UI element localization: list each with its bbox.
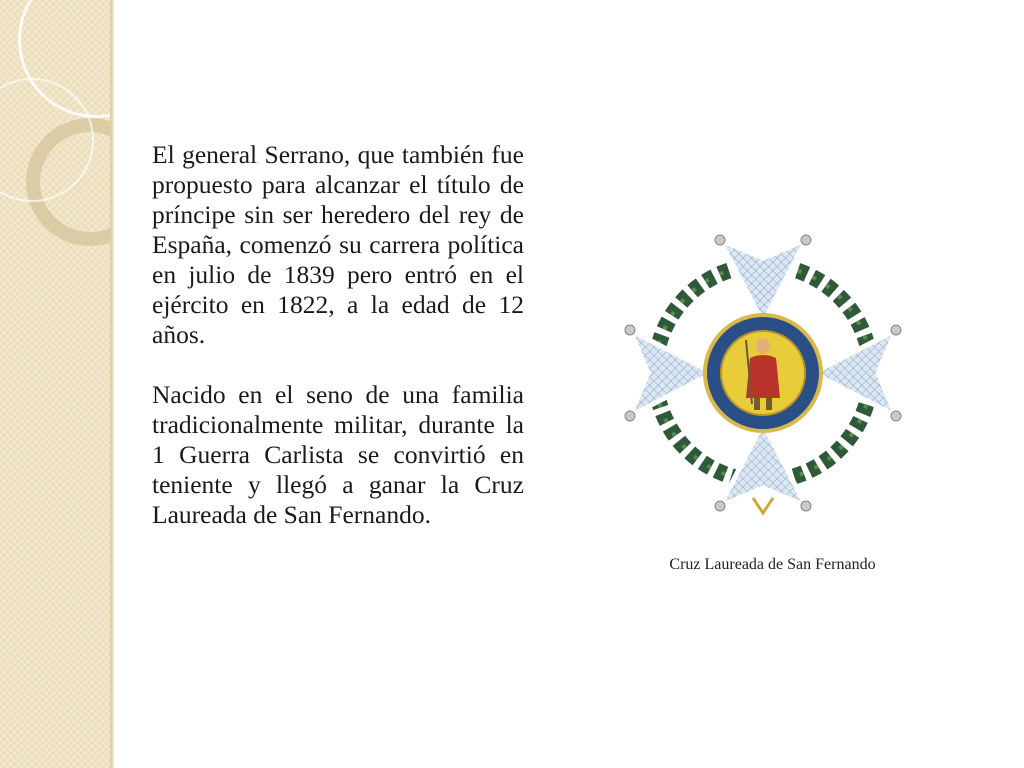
decorative-side-band <box>0 0 110 768</box>
body-text <box>152 140 524 560</box>
image-caption: Cruz Laureada de San Fernando <box>669 556 876 573</box>
cross-medal-image <box>620 228 906 518</box>
side-band-edge <box>110 0 114 768</box>
paragraph-1: El general Serrano, que también fue propuesto para alcanzar el título de príncipe sin ser heredero del rey de España, comenzó su carrera política en julio de 1839 pero entró en el ejército en 1822, a la edad de 12 años. <box>152 140 524 349</box>
paragraph-2: Nacido en el seno de una familia tradicionalmente militar, durante la 1 Guerra Carlista se convirtió en teniente y llegó a ganar la Cruz Laureada de San Fernando. <box>152 380 524 529</box>
laureate-cross-medal-icon <box>620 228 906 518</box>
